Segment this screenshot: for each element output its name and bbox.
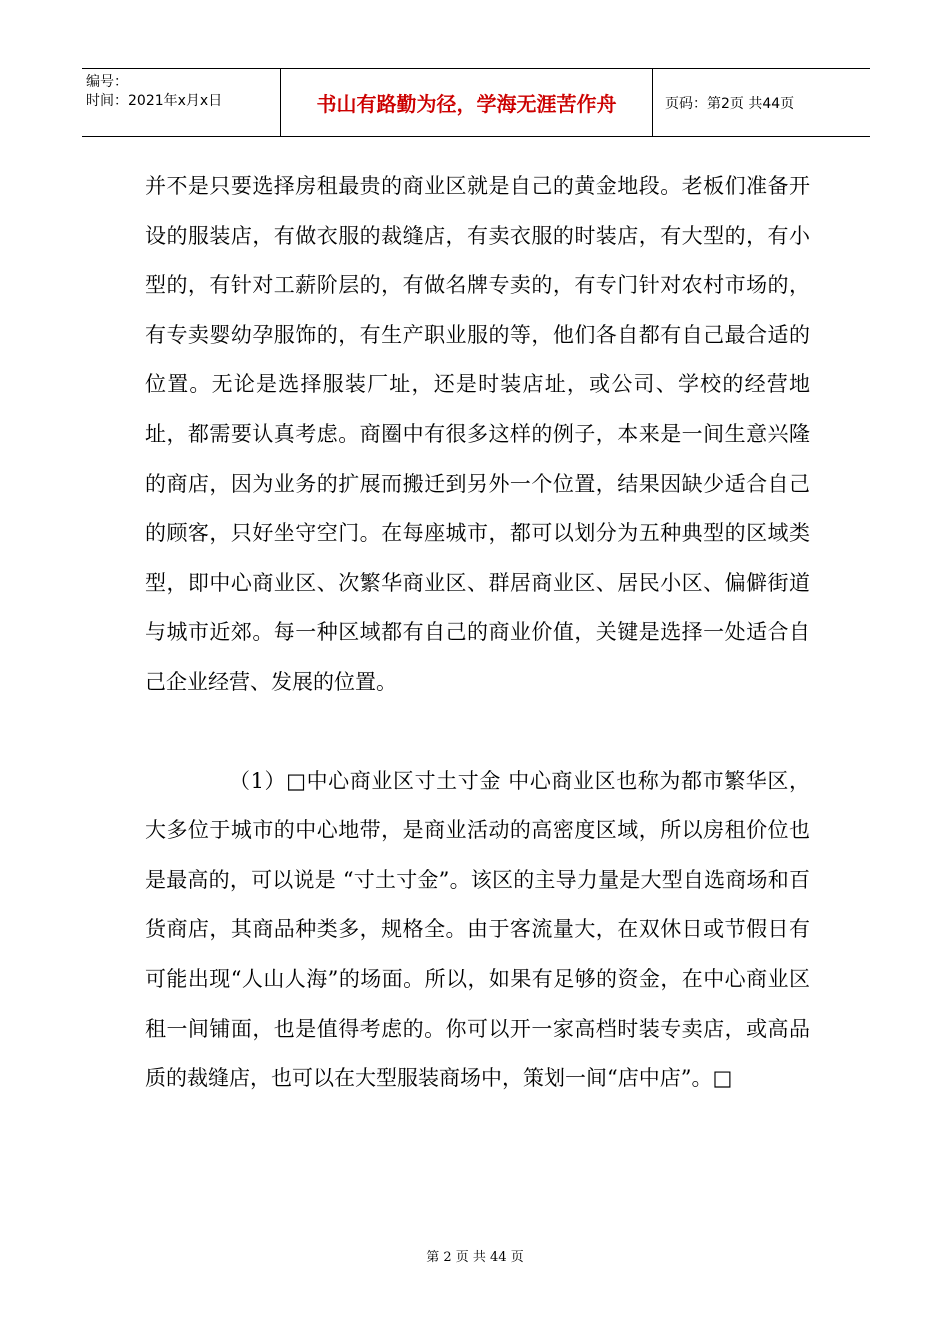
- header-motto: 书山有路勤为径，学海无涯苦作舟: [281, 69, 653, 136]
- page-footer: 第 2 页 共 44 页: [426, 1250, 524, 1265]
- serial-label: 编号：: [86, 74, 128, 90]
- paragraph-1: 并不是只要选择房租最贵的商业区就是自己的黄金地段。老板们准备开设的服装店，有做衣服的裁缝店，有卖衣服的时装店，有大型的，有小型的，有针对工薪阶层的，有做名牌专卖的，有专门针对农村市场的，有专卖婴幼孕服饰的，有生产职业服的等，他们各自都有自己最合适的位置。无论是选择服装厂址，还是时装店址，或公司、学校的经营地址，都需要认真考虑。商圈中有很多这样的例子，本来是一间生意兴隆的商店，因为业务的扩展而搬迁到另外一个位置，结果因缺少适合自己的顾客，只好坐守空门。在每座城市，都可以划分为五种典型的区域类型，即中心商业区、次繁华商业区、群居商业区、居民小区、偏僻街道与城市近郊。每一种区域都有自己的商业价值，关键是选择一处适合自己企业经营、发展的位置。: [145, 174, 810, 694]
- document-header: [82, 68, 870, 137]
- date-label: 时间：2021年x月x日: [86, 93, 223, 109]
- paragraph-2: （1）□中心商业区寸土寸金 中心商业区也称为都市繁华区，大多位于城市的中心地带，是商业活动的高密度区域，所以房租价位也是最高的，可以说是 “寸土寸金”。该区的主导力量是大型自选商场和百货商店，其商品种类多，规格全。由于客流量大，在双休日或节假日有可能出现“人山人海”的场面。所以，如果有足够的资金，在中心商业区租一间铺面，也是值得考虑的。你可以开一家高档时装专卖店，或高品质的裁缝店，也可以在大型服装商场中，策划一间“店中店”。□: [145, 768, 810, 1091]
- paragraph-gap: [145, 708, 810, 757]
- document-body: [145, 162, 810, 1104]
- header-meta: [82, 69, 281, 136]
- header-page-info: 页码：第2页 共44页: [665, 95, 795, 112]
